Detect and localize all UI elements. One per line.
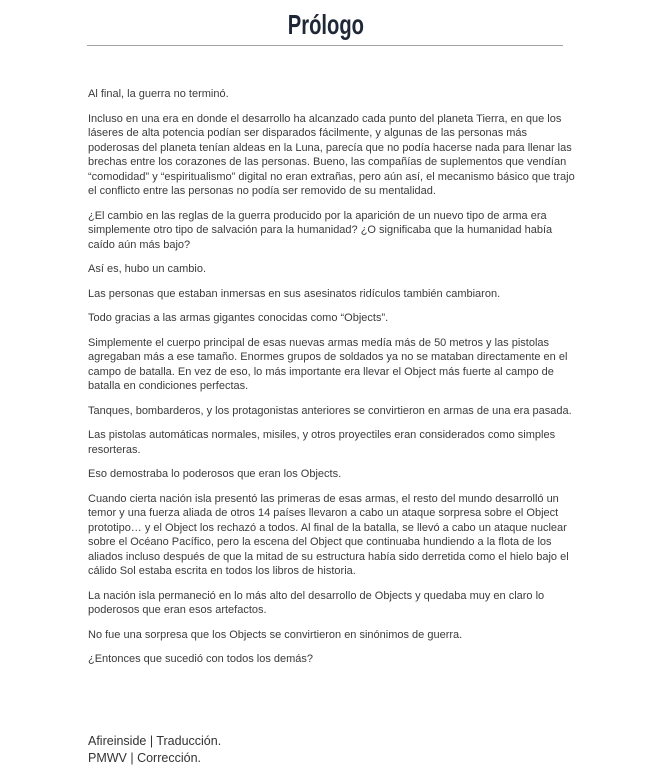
paragraph: La nación isla permaneció en lo más alto del desarrollo de Objects y quedaba muy en claro lo poderosos que eran esos artefactos.	[88, 589, 545, 616]
document-body	[88, 87, 578, 677]
credit-line-correction: PMWV | Corrección.	[88, 751, 201, 765]
paragraph: Simplemente el cuerpo principal de esas nuevas armas medía más de 50 metros y las pistolas agregaban más a ese tamaño. Enormes grupos de soldados ya no se mataban directamente en el campo de batalla. En vez de eso, lo más importante era llevar el Object más fuerte al campo de batalla en condiciones perfectas.	[88, 336, 568, 392]
paragraph: Eso demostraba lo poderosos que eran los Objects.	[88, 468, 342, 480]
title-divider	[87, 45, 563, 46]
paragraph: ¿Entonces que sucedió con todos los demás?	[88, 653, 314, 665]
page-title: Prólogo	[287, 9, 364, 40]
paragraph: Las pistolas automáticas normales, misiles, y otros proyectiles eran considerados como simples resorteras.	[88, 429, 556, 456]
paragraph: ¿El cambio en las reglas de la guerra producido por la aparición de un nuevo tipo de arma era simplemente otro tipo de salvación para la humanidad? ¿O significaba que la humanidad había caído aún más bajo?	[88, 209, 553, 251]
paragraph: Las personas que estaban inmersas en sus asesinatos ridículos también cambiaron.	[88, 287, 501, 300]
credit-line-translation: Afireinside | Traducción.	[88, 734, 222, 748]
title-container	[0, 11, 651, 39]
paragraph: Cuando cierta nación isla presentó las primeras de esas armas, el resto del mundo desarrolló un temor y una fuerza aliada de otros 14 países llevaron a cabo un ataque sorpresa sobre el Object prototipo… y el Object los rechazó a todos. Al final de la batalla, se llevó a cabo un ataque nuclear sobre el Océano Pacífico, pero la escena del Object que continuaba hundiendo a la flota de los aliados incluso después de que la mitad de su estructura había sido derretida como el hielo bajo el cálido Sol estaba escrita en todos los libros de historia.	[88, 492, 569, 577]
paragraph: Así es, hubo un cambio.	[88, 263, 207, 275]
paragraph: Todo gracias a las armas gigantes conocidas como “Objects”.	[88, 312, 389, 324]
paragraph: No fue una sorpresa que los Objects se convirtieron en sinónimos de guerra.	[88, 628, 463, 641]
paragraph: Al final, la guerra no terminó.	[88, 88, 229, 100]
paragraph: Tanques, bombarderos, y los protagonistas anteriores se convirtieron en armas de una era pasada.	[88, 404, 572, 417]
paragraph: Incluso en una era en donde el desarrollo ha alcanzado cada punto del planeta Tierra, en que los láseres de alta potencia podían ser disparados fácilmente, y algunas de las personas más poderosas del planeta tenían aldeas en la Luna, parecía que no podía hacerse nada para llenar las brechas entre los corazones de las personas. Bueno, las compañías de suplementos que vendían “comodidad” y “espiritualismo” digital no eran extrañas, pero aún así, el mecanismo básico que trajo el conflicto entre las personas no podía ser removido de su mentalidad.	[88, 112, 575, 197]
credits	[88, 733, 221, 767]
